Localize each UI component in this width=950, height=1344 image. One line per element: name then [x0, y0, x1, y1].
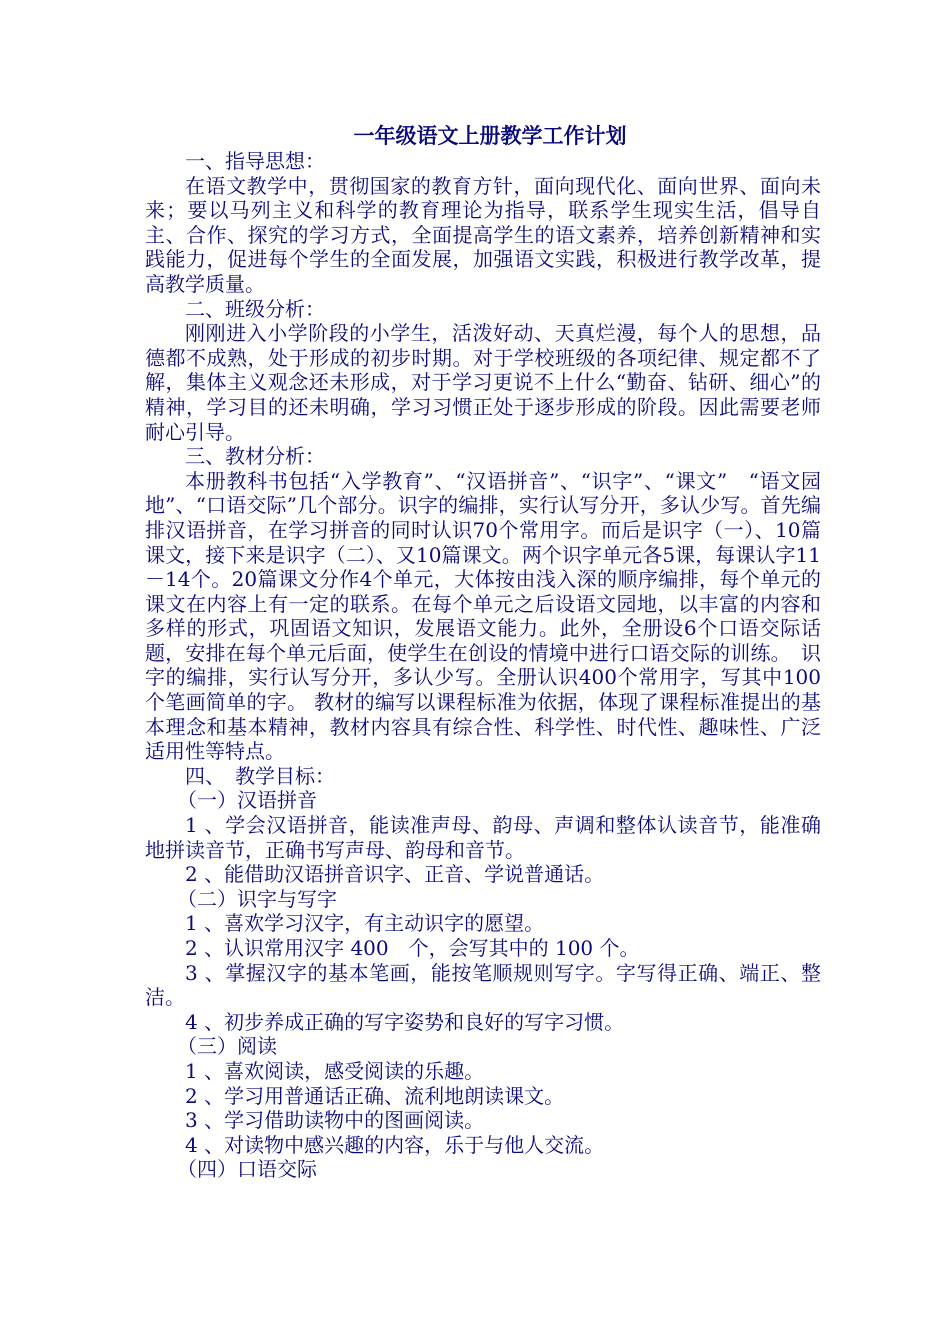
- subheading-reading: （三）阅读: [177, 1034, 277, 1059]
- subheading-writing: （二）识字与写字: [177, 886, 337, 911]
- paragraph-class-analysis: 刚刚进入小学阶段的小学生，活泼好动、天真烂漫，每个人的思想，品德都不成熟，处于形成的初步时期。对于学校班级的各项纪律、规定都不了解，集体主义观念还未形成，对于学习更说不上什么“勤奋、钻研、细心”的精神，学习目的还未明确，学习习惯正处于逐步形成的阶段。因此需要老师耐心引导。: [145, 321, 821, 444]
- list-item: 1 、喜欢阅读，感受阅读的乐趣。: [185, 1058, 485, 1083]
- list-item: 2 、认识常用汉字 400 个，会写其中的 100 个。: [185, 936, 640, 960]
- list-item: 4 、对读物中感兴趣的内容，乐于与他人交流。: [185, 1132, 605, 1157]
- paragraph-guiding: 在语文教学中，贯彻国家的教育方针，面向现代化、面向世界、面向未来；要以马列主义和科学的教育理论为指导，联系学生现实生活，倡导自主、合作、探究的学习方式，全面提高学生的语文素养，培养创新精神和实践能力，促进每个学生的全面发展，加强语文实践，积极进行教学改革，提高教学质量。: [145, 173, 821, 296]
- list-item: 3 、掌握汉字的基本笔画，能按笔顺规则写字。字写得正确、端正、整洁。: [145, 960, 821, 1010]
- list-item: 3 、学习借助读物中的图画阅读。: [185, 1108, 485, 1133]
- list-item: 1 、喜欢学习汉字，有主动识字的愿望。: [185, 911, 545, 936]
- list-item: 4 、初步养成正确的写字姿势和良好的写字习惯。: [185, 1009, 625, 1034]
- list-item: 2 、能借助汉语拼音识字、正音、学说普通话。: [185, 862, 605, 887]
- document-page: [145, 123, 821, 1182]
- section-heading-textbook: 三、教材分析：: [185, 444, 325, 469]
- document-title: 一年级语文上册教学工作计划: [353, 123, 627, 148]
- section-heading-goals: 四、 教学目标：: [185, 763, 335, 788]
- subheading-pinyin: （一）汉语拼音: [177, 788, 317, 813]
- section-heading-guiding: 一、指导思想：: [185, 149, 325, 173]
- subheading-oral: （四）口语交际: [177, 1157, 317, 1182]
- list-item: 1 、学会汉语拼音，能读准声母、韵母、声调和整体认读音节，能准确地拼读音节，正确书写声母、韵母和音节。: [145, 813, 821, 862]
- paragraph-textbook: 本册教科书包括“入学教育”、“汉语拼音”、“识字”、“课文” “语文园地”、“口语交际”几个部分。识字的编排，实行认写分开，多认少写。首先编排汉语拼音，在学习拼音的同时认识70个常用字。而后是识字（一）、10篇课文，接下来是识字（二）、又10篇课文。两个识字单元各5课，每课认字11－14个。20篇课文分作4个单元，大体按由浅入深的顺序编排，每个单元的课文在内容上有一定的联系。在每个单元之后设语文园地，以丰富的内容和多样的形式，巩固语文知识，发展语文能力。此外，全册设6个口语交际话题，安排在每个单元后面，使学生在创设的情境中进行口语交际的训练。 识字的编排，实行认写分开，多认少写。全册认识400个常用字，写其中100个笔画简单的字。 教材的编写以课程标准为依据，体现了课程标准提出的基本理念和基本精神，教材内容具有综合性、科学性、时代性、趣味性、广泛适用性等特点。: [145, 468, 821, 764]
- section-heading-class-analysis: 二、班级分析：: [185, 296, 325, 321]
- list-item: 2 、学习用普通话正确、流利地朗读课文。: [185, 1083, 565, 1108]
